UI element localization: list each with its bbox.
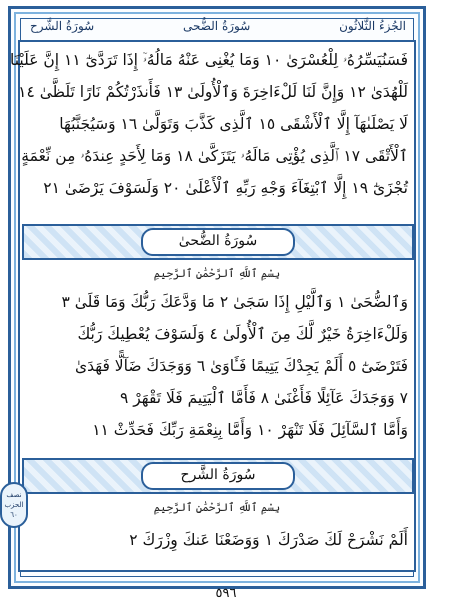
text-line: لَا يَصْلَىٰهَآ إِلَّا ٱلْأَشْقَى ١٥ ٱلَّذِى كَذَّبَ وَتَوَلَّىٰ ١٦ وَسَيُجَنَّبُهَا	[59, 115, 408, 133]
surah-title: سُورَةُ الضُّحىٰ	[141, 228, 295, 256]
text-line: وَٱلضُّحَىٰ ١ وَٱلَّيْلِ إِذَا سَجَىٰ ٢ مَا وَدَّعَكَ رَبُّكَ وَمَا قَلَىٰ ٣	[61, 293, 408, 311]
page-header	[22, 14, 414, 38]
juz-label: الجُزءُ الثَّلاثُون	[339, 19, 406, 33]
basmala: بِسْمِ ٱللَّهِ ٱلرَّحْمَٰنِ ٱلرَّحِيمِ	[153, 501, 281, 514]
surah-title: سُورَةُ الشَّرح	[141, 462, 295, 490]
text-line: فَسَنُيَسِّرُهُۥ لِلْعُسْرَىٰ ١٠ وَمَا يُغْنِى عَنْهُ مَالُهُۥٓ إِذَا تَرَدَّىٰٓ ١١ إِنَّ عَلَيْنَا	[10, 51, 408, 69]
text-line: ٧ وَوَجَدَكَ عَآئِلًا فَأَغْنَىٰ ٨ فَأَمَّا ٱلْيَتِيمَ فَلَا تَقْهَرْ ٩	[120, 389, 408, 407]
hizb-label: الحزب	[4, 501, 24, 509]
text-line: لَلْهُدَىٰ ١٢ وَإِنَّ لَنَا لَلْءَاخِرَةَ وَٱلْأُولَىٰ ١٣ فَأَنذَرْتُكُمْ نَارًا تَلَظَّىٰ ١٤	[18, 83, 408, 101]
surah-header-band	[22, 458, 414, 494]
hizb-label: نصف	[6, 491, 22, 499]
hizb-marker-badge	[0, 482, 28, 528]
page-number: ٥٩٦	[215, 586, 237, 601]
surah-header-band	[22, 224, 414, 260]
text-line: ٱلْأَتْقَى ١٧ ٱلَّذِى يُؤْتِى مَالَهُۥ يَتَزَكَّىٰ ١٨ وَمَا لِأَحَدٍ عِندَهُۥ مِن نِّعْمَةٍ	[21, 147, 408, 165]
text-line: تُجْزَىٰٓ ١٩ إِلَّا ٱبْتِغَآءَ وَجْهِ رَبِّهِ ٱلْأَعْلَىٰ ٢٠ وَلَسَوْفَ يَرْضَىٰ ٢١	[43, 179, 408, 197]
hizb-number: ٦٠	[10, 511, 18, 519]
header-surah-b: سُورَةُ الشَّرح	[30, 19, 95, 33]
text-line: فَتَرْضَىٰٓ ٥ أَلَمْ يَجِدْكَ يَتِيمًا فَـَٔاوَىٰ ٦ وَوَجَدَكَ ضَآلًّا فَهَدَىٰ	[75, 357, 408, 375]
text-line: أَلَمْ نَشْرَحْ لَكَ صَدْرَكَ ١ وَوَضَعْنَا عَنكَ وِزْرَكَ ٢	[129, 531, 408, 549]
text-line: وَأَمَّا ٱلسَّآئِلَ فَلَا تَنْهَرْ ١٠ وَأَمَّا بِنِعْمَةِ رَبِّكَ فَحَدِّثْ ١١	[92, 421, 408, 439]
text-line: وَلَلْءَاخِرَةُ خَيْرٌ لَّكَ مِنَ ٱلْأُولَىٰ ٤ وَلَسَوْفَ يُعْطِيكَ رَبُّكَ	[77, 325, 408, 343]
basmala: بِسْمِ ٱللَّهِ ٱلرَّحْمَٰنِ ٱلرَّحِيمِ	[153, 267, 281, 280]
header-surah-a: سُورَةُ الضُّحى	[183, 19, 251, 33]
